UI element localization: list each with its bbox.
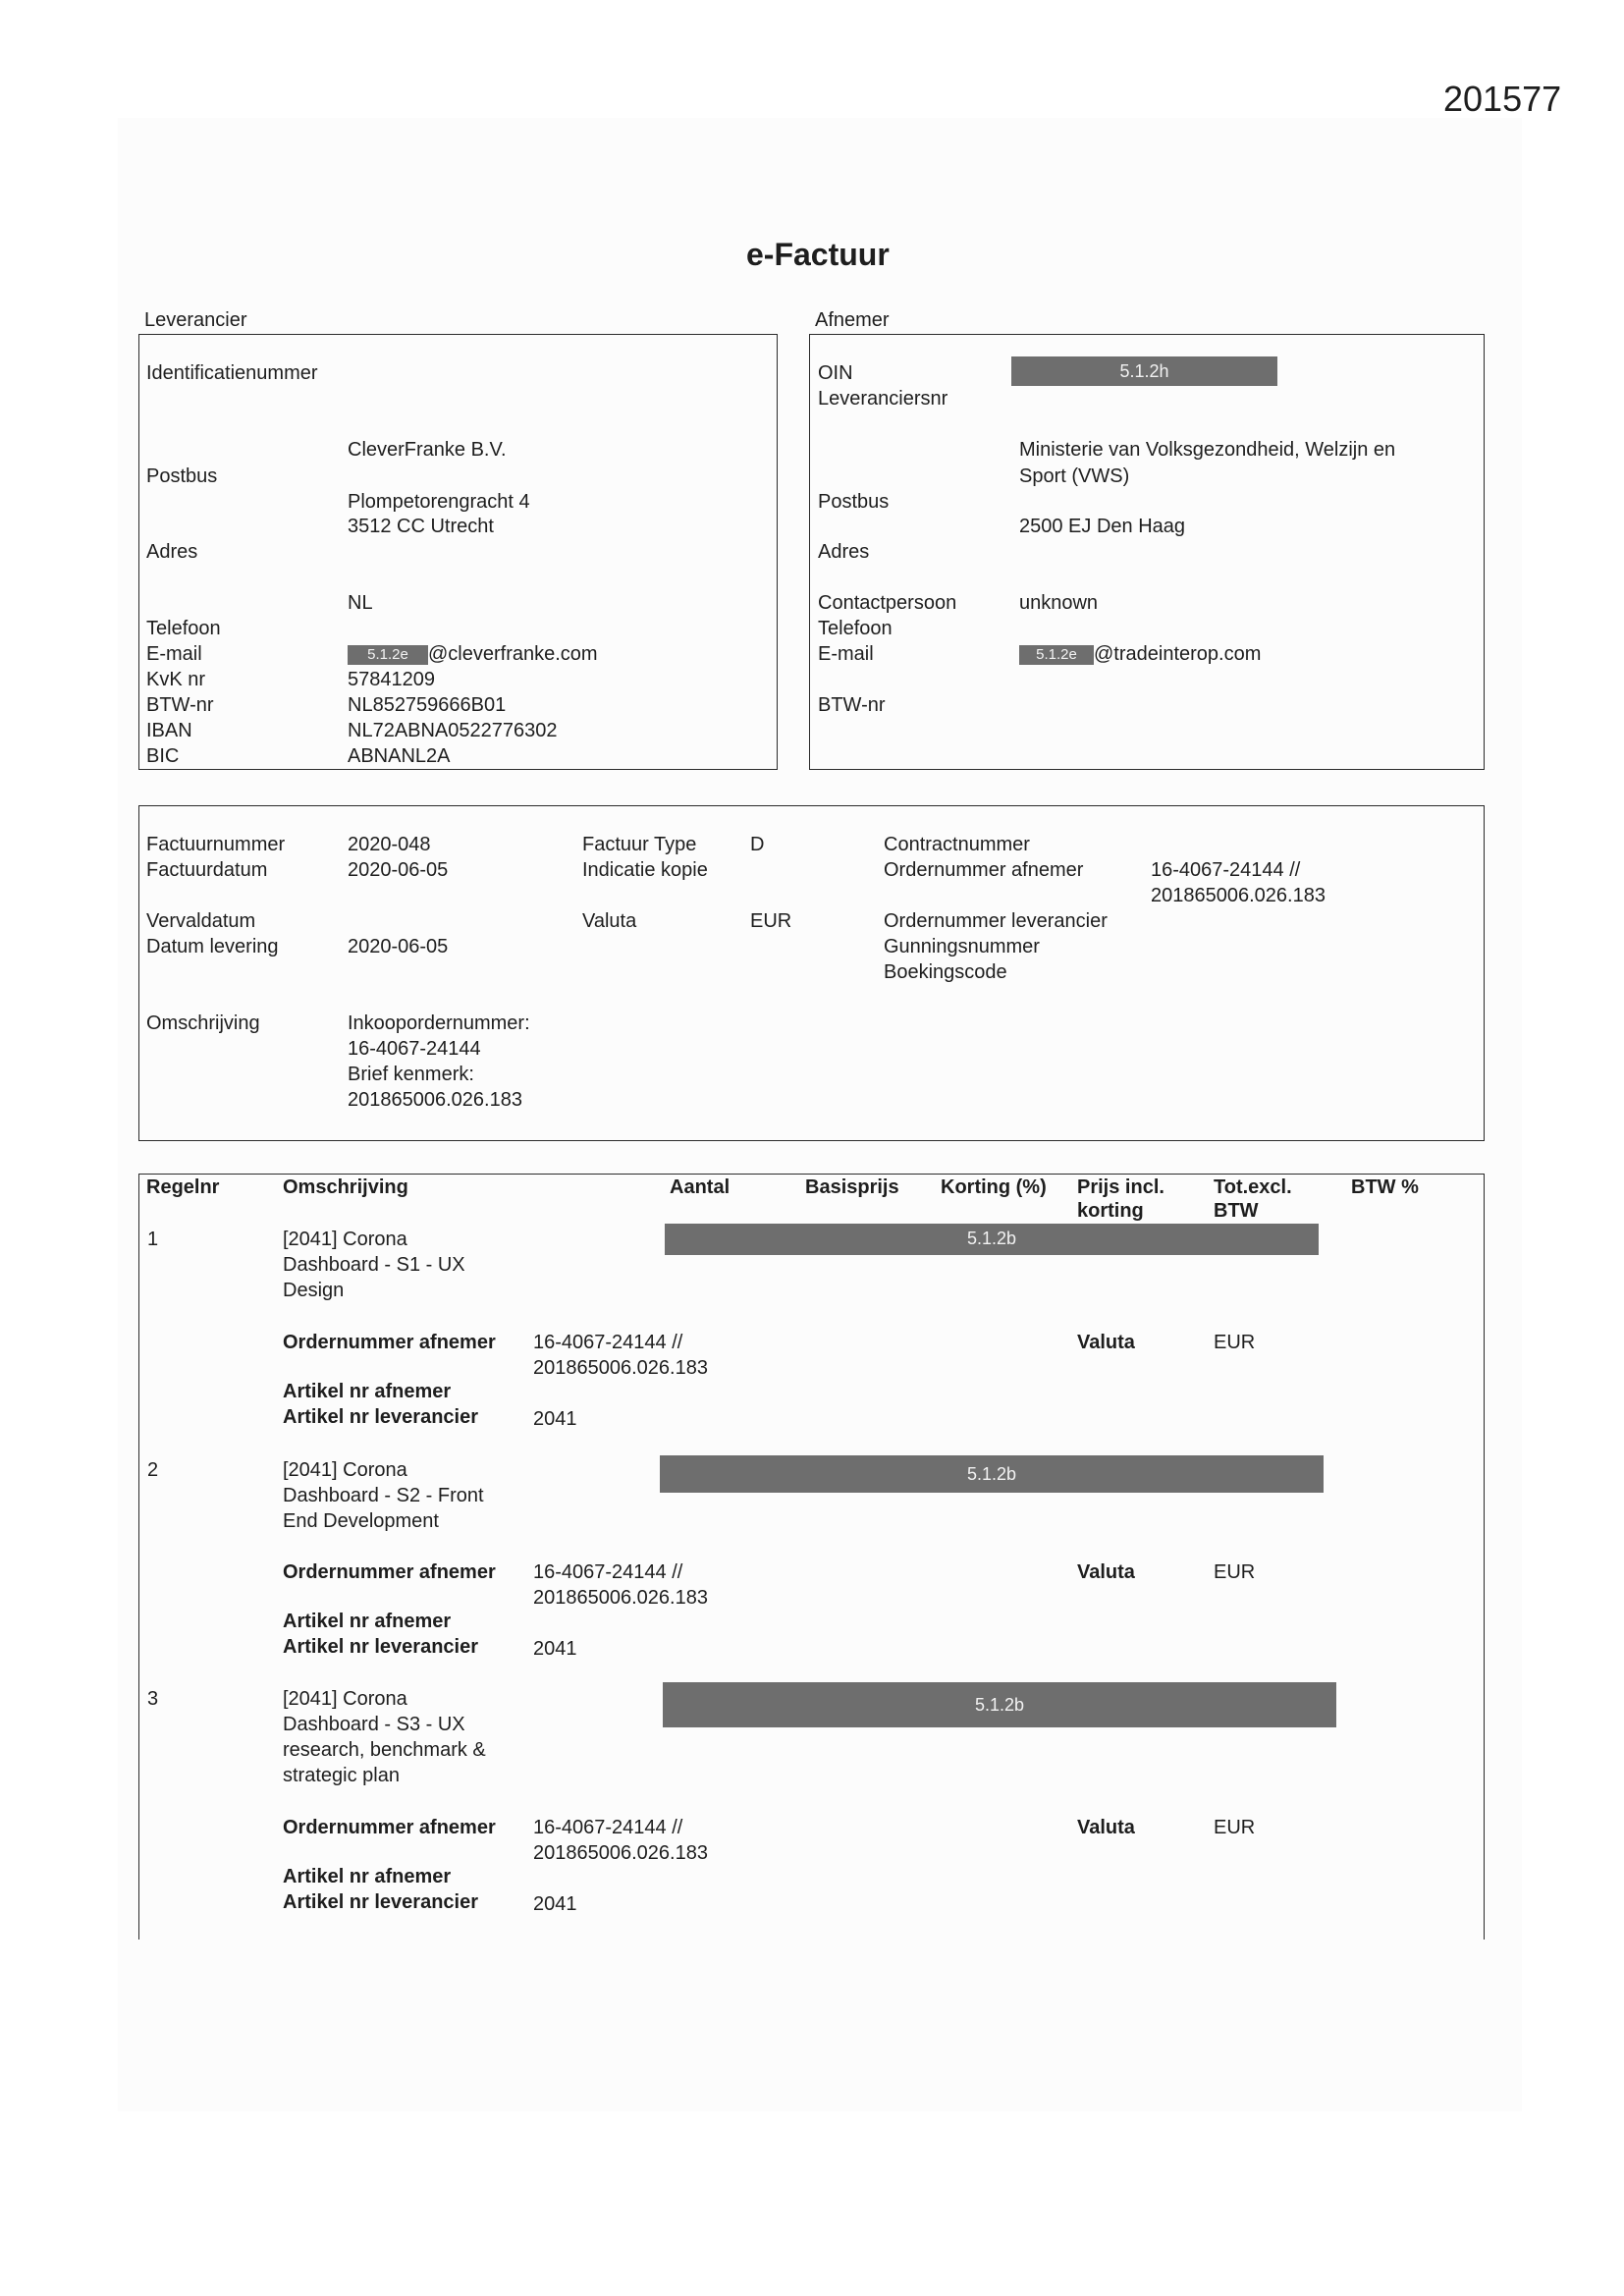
header-aantal: Aantal <box>670 1176 731 1198</box>
ordernummer-afnemer-value-2: 201865006.026.183 <box>1151 885 1326 906</box>
valuta-value: EUR <box>750 910 792 932</box>
item-2-nr: 2 <box>147 1459 159 1481</box>
item-2-valuta-label: Valuta <box>1077 1561 1135 1583</box>
supplier-name: CleverFranke B.V. <box>348 439 507 461</box>
header-omschrijving: Omschrijving <box>283 1176 408 1198</box>
header-regelnr: Regelnr <box>146 1176 220 1198</box>
item-2-artikel-leverancier: 2041 <box>533 1638 577 1660</box>
datum-levering-value: 2020-06-05 <box>348 936 449 957</box>
supplier-section-label: Leverancier <box>144 309 247 331</box>
supplier-adres-label: Adres <box>146 541 198 563</box>
customer-email-label: E-mail <box>818 643 874 665</box>
customer-contactpersoon-label: Contactpersoon <box>818 592 957 614</box>
item-3-valuta-label: Valuta <box>1077 1817 1135 1838</box>
item-1-valuta: EUR <box>1214 1332 1256 1353</box>
supplier-street: Plompetorengracht 4 <box>348 491 530 513</box>
item-1-order-2: 201865006.026.183 <box>533 1357 708 1379</box>
vervaldatum-label: Vervaldatum <box>146 910 256 932</box>
gunningsnummer-label: Gunningsnummer <box>884 936 1040 957</box>
supplier-iban-label: IBAN <box>146 720 192 741</box>
customer-section-label: Afnemer <box>815 309 890 331</box>
item-2-valuta: EUR <box>1214 1561 1256 1583</box>
item-3-artikel-leverancier-label: Artikel nr leverancier <box>283 1891 478 1913</box>
item-3-desc-3: research, benchmark & <box>283 1739 486 1761</box>
item-2-artikel-leverancier-label: Artikel nr leverancier <box>283 1636 478 1658</box>
supplier-email-redaction: 5.1.2e <box>348 645 428 665</box>
item-2-desc-1: [2041] Corona <box>283 1459 407 1481</box>
item-3-desc-4: strategic plan <box>283 1765 400 1786</box>
item-3-redaction: 5.1.2b <box>663 1682 1336 1727</box>
item-3-ordernummer-label: Ordernummer afnemer <box>283 1817 496 1838</box>
customer-city: 2500 EJ Den Haag <box>1019 516 1186 537</box>
customer-oin-redaction: 5.1.2h <box>1011 356 1277 386</box>
factuurnummer-value: 2020-048 <box>348 834 431 855</box>
item-2-desc-2: Dashboard - S2 - Front <box>283 1485 484 1506</box>
valuta-label: Valuta <box>582 910 637 932</box>
customer-contact: unknown <box>1019 592 1099 614</box>
customer-adres-label: Adres <box>818 541 870 563</box>
boekingscode-label: Boekingscode <box>884 961 1007 983</box>
header-tot-line2: BTW <box>1214 1200 1259 1222</box>
header-prijs-line2: korting <box>1077 1200 1144 1222</box>
item-3-desc-2: Dashboard - S3 - UX <box>283 1714 465 1735</box>
supplier-email-domain: @cleverfranke.com <box>428 643 598 665</box>
item-2-order-2: 201865006.026.183 <box>533 1587 708 1609</box>
customer-postbus-label: Postbus <box>818 491 890 513</box>
factuur-type-value: D <box>750 834 765 855</box>
item-1-desc-3: Design <box>283 1280 345 1301</box>
item-3-order-2: 201865006.026.183 <box>533 1842 708 1864</box>
customer-email-redaction: 5.1.2e <box>1019 645 1094 665</box>
item-3-order-1: 16-4067-24144 // <box>533 1817 683 1838</box>
item-1-nr: 1 <box>147 1229 159 1250</box>
supplier-btw-label: BTW-nr <box>146 694 214 716</box>
supplier-telefoon-label: Telefoon <box>146 618 221 639</box>
factuurdatum-value: 2020-06-05 <box>348 859 449 881</box>
supplier-postbus-label: Postbus <box>146 465 218 487</box>
omschrijving-line-2: 16-4067-24144 <box>348 1038 481 1060</box>
customer-email-domain: @tradeinterop.com <box>1094 643 1262 665</box>
customer-name-line1: Ministerie van Volksgezondheid, Welzijn en <box>1019 439 1396 461</box>
factuurnummer-label: Factuurnummer <box>146 834 286 855</box>
supplier-email <box>348 641 598 667</box>
indicatie-kopie-label: Indicatie kopie <box>582 859 708 881</box>
customer-leveranciersnr-label: Leveranciersnr <box>818 388 948 410</box>
customer-telefoon-label: Telefoon <box>818 618 893 639</box>
omschrijving-line-3: Brief kenmerk: <box>348 1064 474 1085</box>
customer-oin-label: OIN <box>818 362 853 384</box>
header-basisprijs: Basisprijs <box>805 1176 899 1198</box>
header-korting: Korting (%) <box>941 1176 1047 1198</box>
omschrijving-line-4: 201865006.026.183 <box>348 1089 522 1111</box>
factuurdatum-label: Factuurdatum <box>146 859 268 881</box>
item-1-artikel-leverancier-label: Artikel nr leverancier <box>283 1406 478 1428</box>
supplier-city: 3512 CC Utrecht <box>348 516 494 537</box>
invoice-details-box <box>138 805 1485 1141</box>
header-prijs-line1: Prijs incl. <box>1077 1176 1164 1198</box>
omschrijving-label: Omschrijving <box>146 1012 260 1034</box>
item-2-redaction: 5.1.2b <box>660 1455 1324 1493</box>
item-1-desc-2: Dashboard - S1 - UX <box>283 1254 465 1276</box>
supplier-iban: NL72ABNA0522776302 <box>348 720 558 741</box>
ordernummer-afnemer-label: Ordernummer afnemer <box>884 859 1084 881</box>
supplier-kvk: 57841209 <box>348 669 435 690</box>
header-tot-line1: Tot.excl. <box>1214 1176 1292 1198</box>
supplier-btw: NL852759666B01 <box>348 694 507 716</box>
item-1-valuta-label: Valuta <box>1077 1332 1135 1353</box>
item-1-desc-1: [2041] Corona <box>283 1229 407 1250</box>
supplier-bic: ABNANL2A <box>348 745 451 767</box>
item-2-ordernummer-label: Ordernummer afnemer <box>283 1561 496 1583</box>
supplier-country: NL <box>348 592 373 614</box>
customer-name-line2: Sport (VWS) <box>1019 465 1130 487</box>
supplier-kvk-label: KvK nr <box>146 669 206 690</box>
item-3-nr: 3 <box>147 1688 159 1710</box>
item-2-desc-3: End Development <box>283 1510 439 1532</box>
item-3-valuta: EUR <box>1214 1817 1256 1838</box>
item-2-artikel-afnemer-label: Artikel nr afnemer <box>283 1611 452 1632</box>
customer-btw-label: BTW-nr <box>818 694 886 716</box>
customer-email <box>1019 641 1261 667</box>
item-1-artikel-afnemer-label: Artikel nr afnemer <box>283 1381 452 1402</box>
document-number: 201577 <box>1443 79 1562 119</box>
item-2-order-1: 16-4067-24144 // <box>533 1561 683 1583</box>
ordernummer-leverancier-label: Ordernummer leverancier <box>884 910 1108 932</box>
item-1-order-1: 16-4067-24144 // <box>533 1332 683 1353</box>
page-title: e-Factuur <box>746 237 890 272</box>
item-1-redaction: 5.1.2b <box>665 1224 1319 1255</box>
item-1-ordernummer-label: Ordernummer afnemer <box>283 1332 496 1353</box>
item-3-artikel-afnemer-label: Artikel nr afnemer <box>283 1866 452 1887</box>
supplier-email-label: E-mail <box>146 643 202 665</box>
factuur-type-label: Factuur Type <box>582 834 697 855</box>
header-btw: BTW % <box>1351 1176 1419 1198</box>
item-3-artikel-leverancier: 2041 <box>533 1893 577 1915</box>
contractnummer-label: Contractnummer <box>884 834 1030 855</box>
datum-levering-label: Datum levering <box>146 936 279 957</box>
ordernummer-afnemer-value-1: 16-4067-24144 // <box>1151 859 1301 881</box>
item-1-artikel-leverancier: 2041 <box>533 1408 577 1430</box>
omschrijving-line-1: Inkoopordernummer: <box>348 1012 530 1034</box>
supplier-identificatie-label: Identificatienummer <box>146 362 318 384</box>
item-3-desc-1: [2041] Corona <box>283 1688 407 1710</box>
supplier-bic-label: BIC <box>146 745 180 767</box>
